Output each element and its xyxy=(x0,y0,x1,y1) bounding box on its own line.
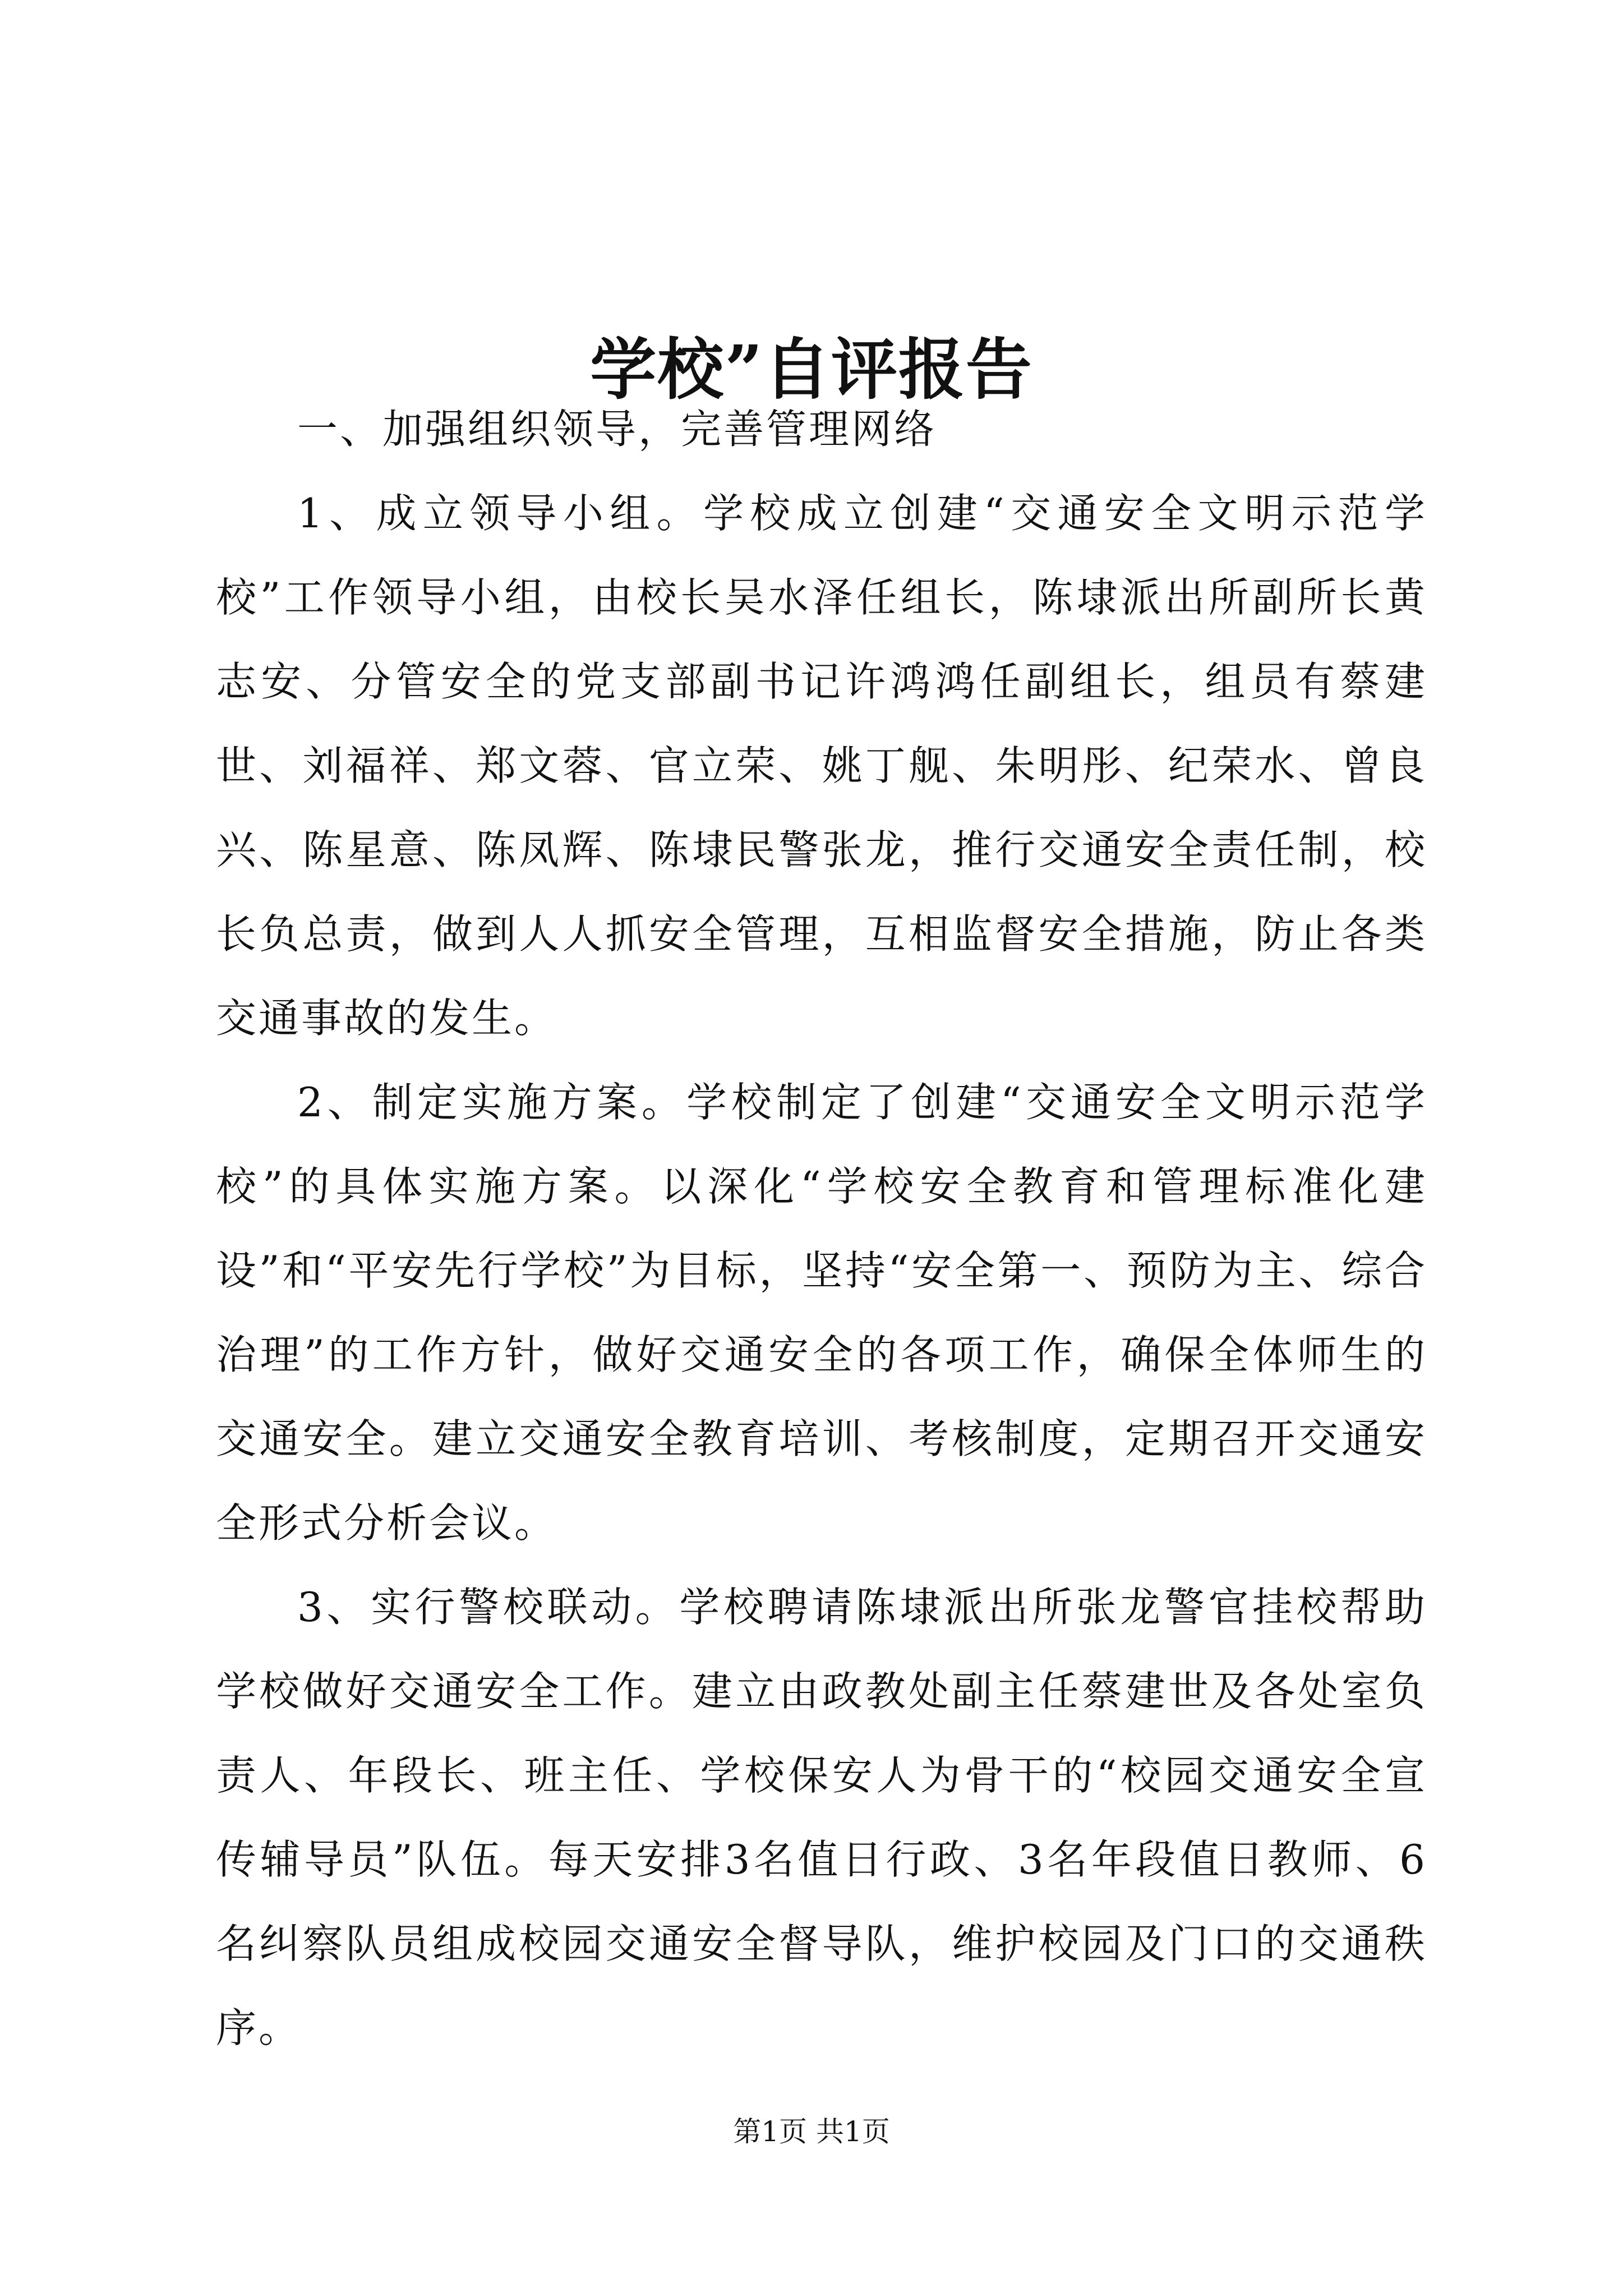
document-body xyxy=(216,387,1427,2070)
section-heading: 一、加强组织领导，完善管理网络 xyxy=(297,406,937,453)
document-title: 学校”自评报告 xyxy=(590,330,1033,409)
paragraph-implementation-plan: 2、制定实施方案。学校制定了创建“交通安全文明示范学校”的具体实施方案。以深化“学校安全教育和管理标准化建设”和“平安先行学校”为目标，坚持“安全第一、预防为主、综合治理”的工作方针，做好交通安全的各项工作，确保全体师生的交通安全。建立交通安全教育培训、考核制度，定期召开交通安全形式分析会议。 xyxy=(216,1079,1427,1547)
paragraph-leadership-group: 1、成立领导小组。学校成立创建“交通安全文明示范学校”工作领导小组，由校长吴水泽任组长，陈埭派出所副所长黄志安、分管安全的党支部副书记许鸿鸿任副组长，组员有蔡建世、刘福祥、郑文蓉、官立荣、姚丁舰、朱明彤、纪荣水、曾良兴、陈星意、陈凤辉、陈埭民警张龙，推行交通安全责任制，校长负总责，做到人人抓安全管理，互相监督安全措施，防止各类交通事故的发生。 xyxy=(216,490,1427,1042)
paragraph-police-school-linkage: 3、实行警校联动。学校聘请陈埭派出所张龙警官挂校帮助学校做好交通安全工作。建立由政教处副主任蔡建世及各处室负责人、年段长、班主任、学校保安人为骨干的“校园交通安全宣传辅导员”队伍。每天安排3名值日行政、3名年段值日教师、6名纠察队员组成校园交通安全督导队，维护校园及门口的交通秩序。 xyxy=(216,1584,1427,2051)
page-number-footer: 第1页 共1页 xyxy=(733,2115,890,2148)
